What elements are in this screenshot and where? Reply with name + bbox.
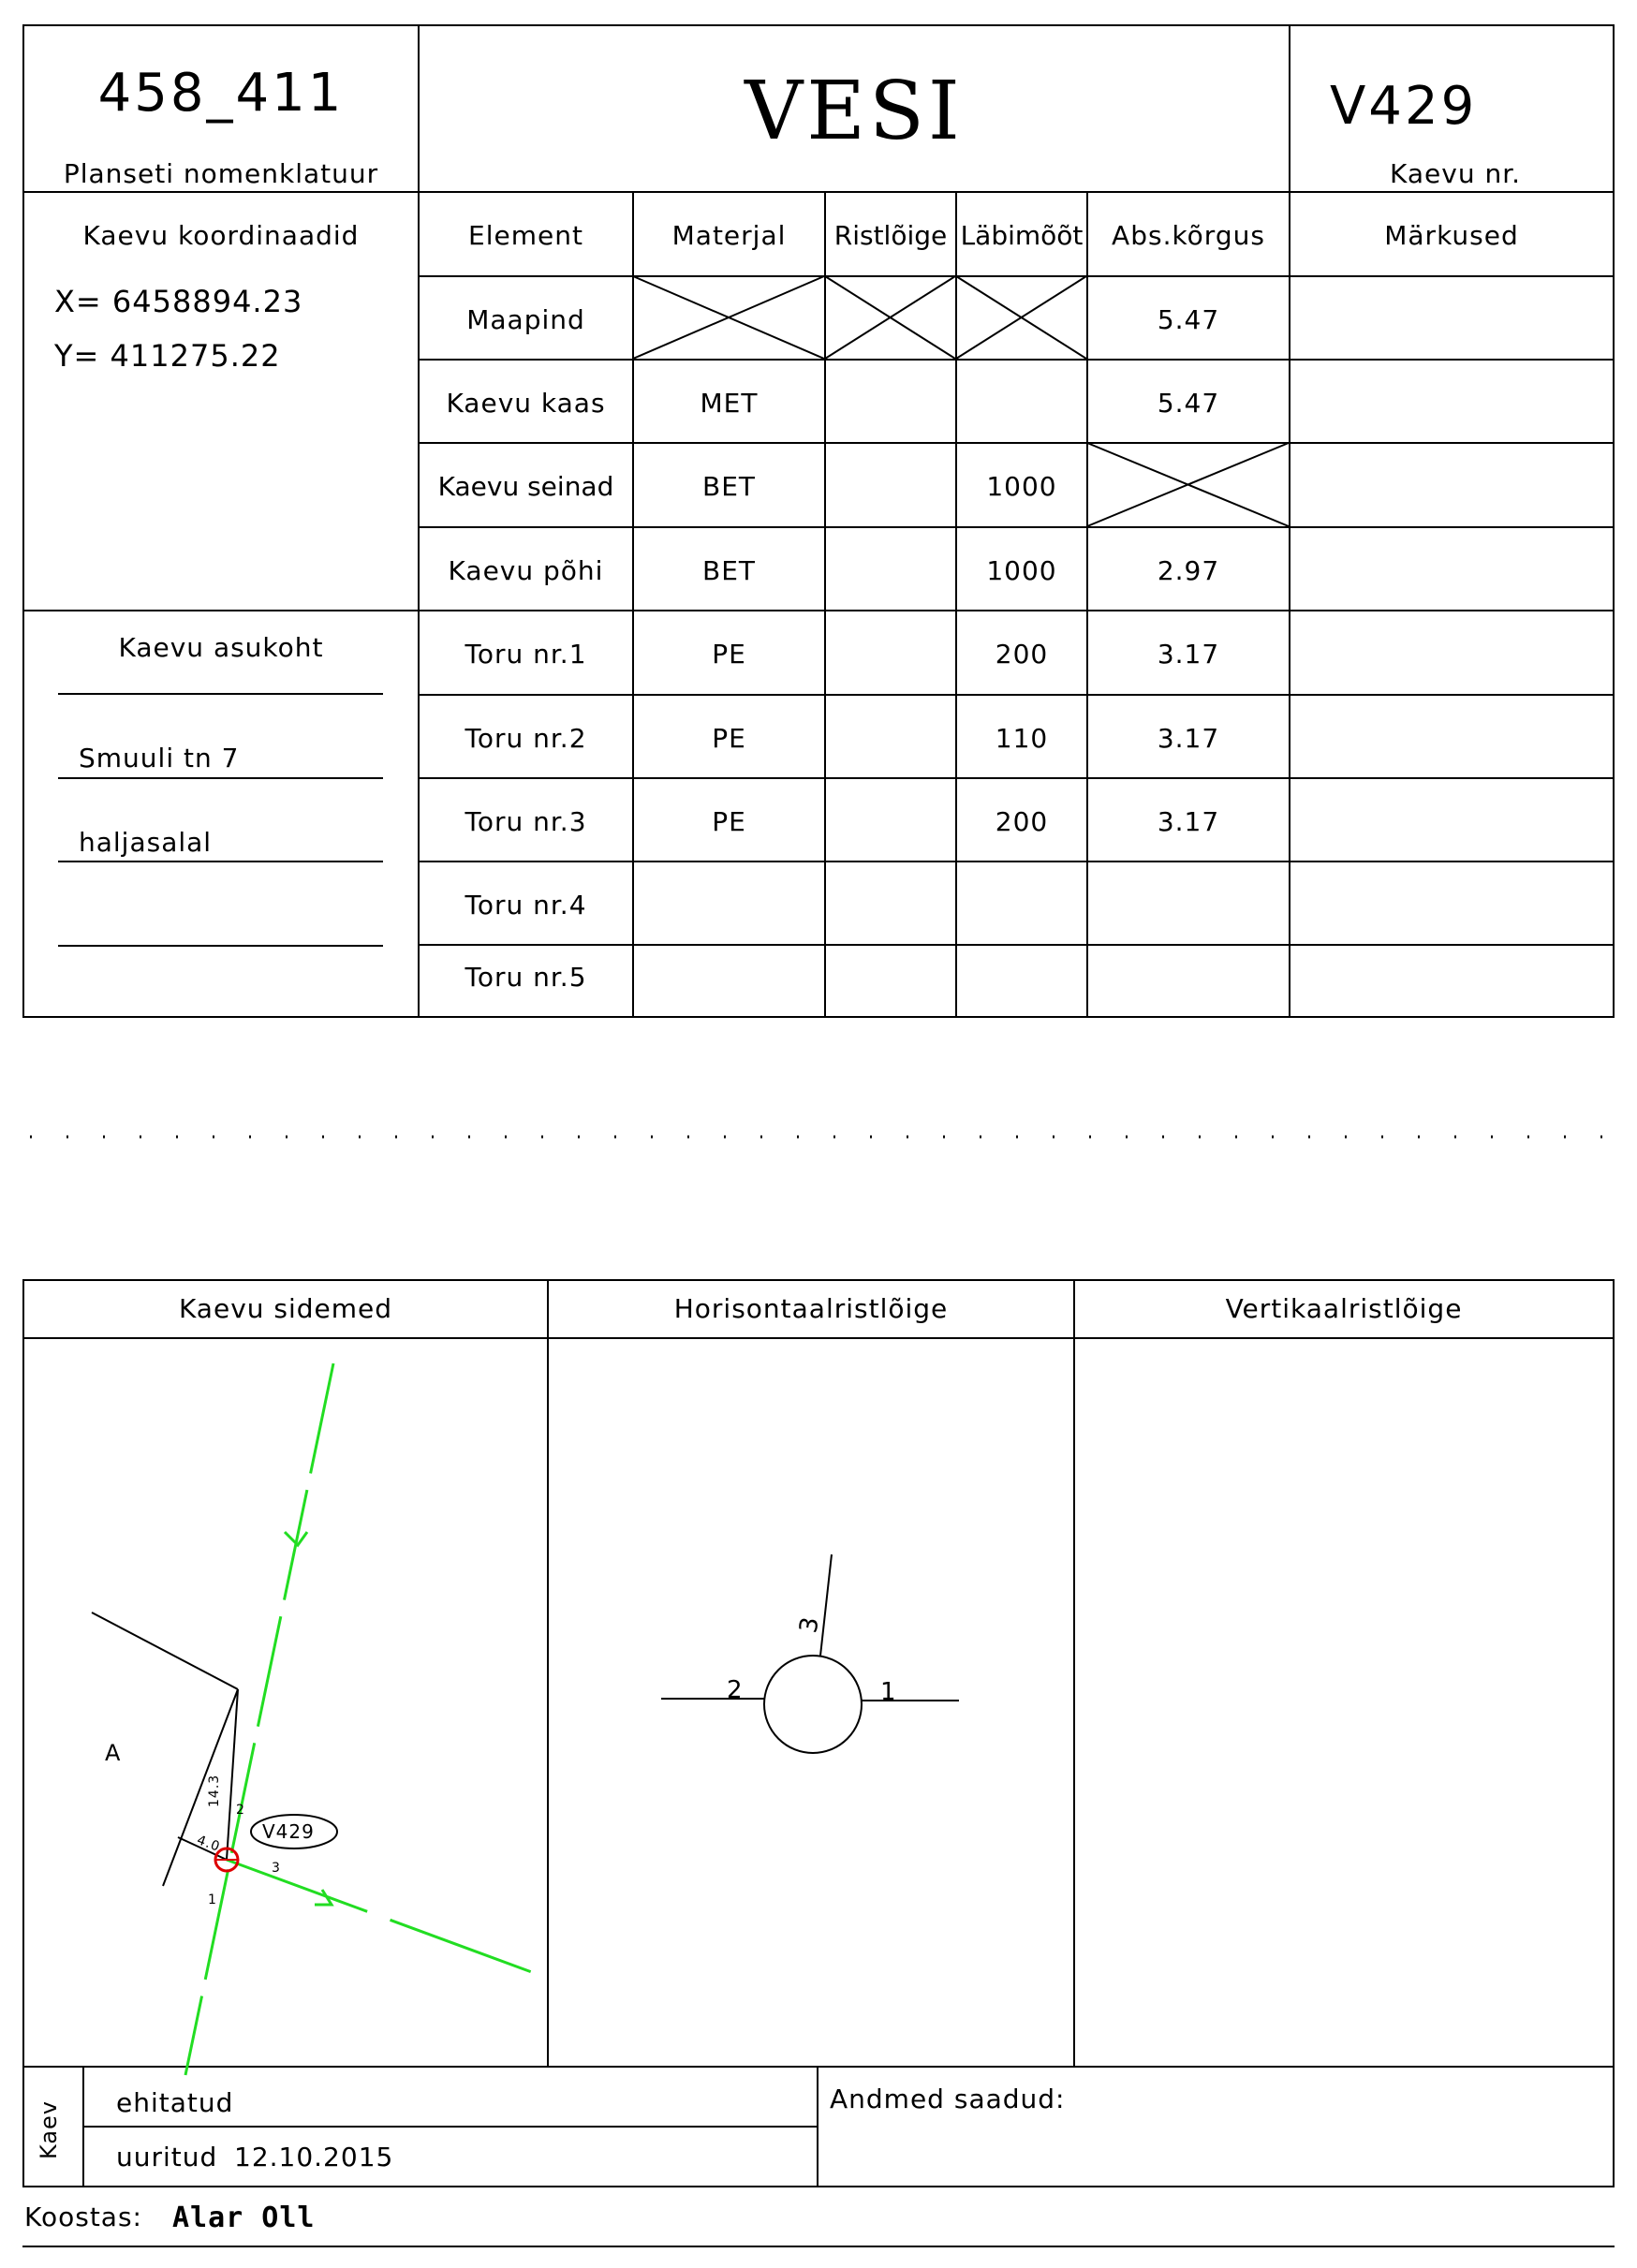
table-row-element: Toru nr.5: [465, 962, 587, 993]
table-row-materjal: MET: [700, 388, 759, 419]
sketch-dim-14-3: 14.3: [207, 1774, 222, 1807]
col-header-materjal: Materjal: [671, 220, 787, 251]
col-header-ristloige: Ristlõige: [833, 220, 948, 251]
table-row-element: Toru nr.4: [465, 890, 587, 920]
panel-title-sidemed: Kaevu sidemed: [178, 1293, 393, 1324]
flow-arrow-icon: [285, 1532, 332, 1905]
well-symbol-icon: [215, 1848, 238, 1871]
table-row-abs: 3.17: [1157, 723, 1220, 754]
table-row-element: Kaevu seinad: [437, 471, 614, 502]
table-row-element: Kaevu põhi: [448, 555, 604, 586]
table-row-element: Toru nr.2: [465, 723, 587, 754]
table-row-abs: 3.17: [1157, 806, 1220, 837]
sketch-area-label: A: [105, 1740, 122, 1766]
sketch-num-2: 2: [236, 1803, 245, 1818]
uuritud-label: uuritud: [116, 2142, 218, 2172]
table-row-labimoot: 200: [995, 806, 1049, 837]
pipe-lines: [185, 1363, 547, 2075]
col-header-markused: Märkused: [1384, 220, 1519, 251]
sketch-dim-4-0: 4.0: [195, 1833, 223, 1855]
kaev-vertical-label: Kaev: [36, 2100, 62, 2159]
table-row-abs: 5.47: [1157, 304, 1220, 335]
col-header-element: Element: [468, 220, 583, 251]
table-row-labimoot: 1000: [986, 471, 1057, 502]
table-row-labimoot: 110: [995, 723, 1049, 754]
cross-section-pipe-2: 2: [727, 1676, 744, 1704]
coordinate-y: Y= 411275.22: [54, 338, 281, 374]
location-line-2: haljasalal: [79, 827, 213, 858]
sheet-number: 458_411: [97, 63, 345, 124]
sketch-num-3: 3: [272, 1861, 281, 1876]
well-label: Kaevu nr.: [1390, 158, 1522, 189]
koostas-name: Alar Oll: [172, 2202, 316, 2234]
col-header-abs: Abs.kõrgus: [1112, 220, 1265, 251]
coordinates-heading: Kaevu koordinaadid: [82, 220, 360, 251]
location-heading: Kaevu asukoht: [118, 632, 324, 663]
cross-section-pipe-3: 3: [794, 1613, 826, 1636]
table-row-element: Maapind: [466, 304, 585, 335]
table-row-element: Toru nr.1: [465, 639, 587, 670]
coordinate-x: X= 6458894.23: [54, 284, 303, 319]
cross-section-pipe-1: 1: [880, 1678, 897, 1706]
table-row-labimoot: 1000: [986, 555, 1057, 586]
table-row-materjal: BET: [701, 555, 756, 586]
panel-title-horisontaal: Horisontaalristlõige: [673, 1293, 949, 1324]
panel-title-vertikaal: Vertikaalristlõige: [1225, 1293, 1463, 1324]
col-header-labimoot: Läbimõõt: [960, 220, 1084, 251]
table-row-labimoot: 200: [995, 639, 1049, 670]
table-row-abs: 2.97: [1157, 555, 1220, 586]
table-row-element: Toru nr.3: [465, 806, 587, 837]
table-row-materjal: PE: [712, 639, 746, 670]
table-row-materjal: PE: [712, 806, 746, 837]
table-row-abs: 3.17: [1157, 639, 1220, 670]
andmed-label: Andmed saadud:: [830, 2084, 1066, 2114]
location-line-1: Smuuli tn 7: [79, 743, 240, 773]
sketch-num-1: 1: [208, 1892, 217, 1907]
well-id: V429: [1330, 76, 1478, 137]
uuritud-date: 12.10.2015: [234, 2142, 394, 2172]
ehitatud-label: ehitatud: [116, 2087, 234, 2118]
koostas-label: Koostas:: [24, 2202, 142, 2232]
sheet-label: Planseti nomenklatuur: [63, 158, 379, 189]
table-row-materjal: BET: [701, 471, 756, 502]
table-row-materjal: PE: [712, 723, 746, 754]
table-row-element: Kaevu kaas: [446, 388, 606, 419]
cross-section-drawing: [661, 1554, 959, 1753]
page-title: VESI: [745, 65, 964, 158]
table-row-abs: 5.47: [1157, 388, 1220, 419]
sketch-well-tag: V429: [262, 1820, 315, 1843]
